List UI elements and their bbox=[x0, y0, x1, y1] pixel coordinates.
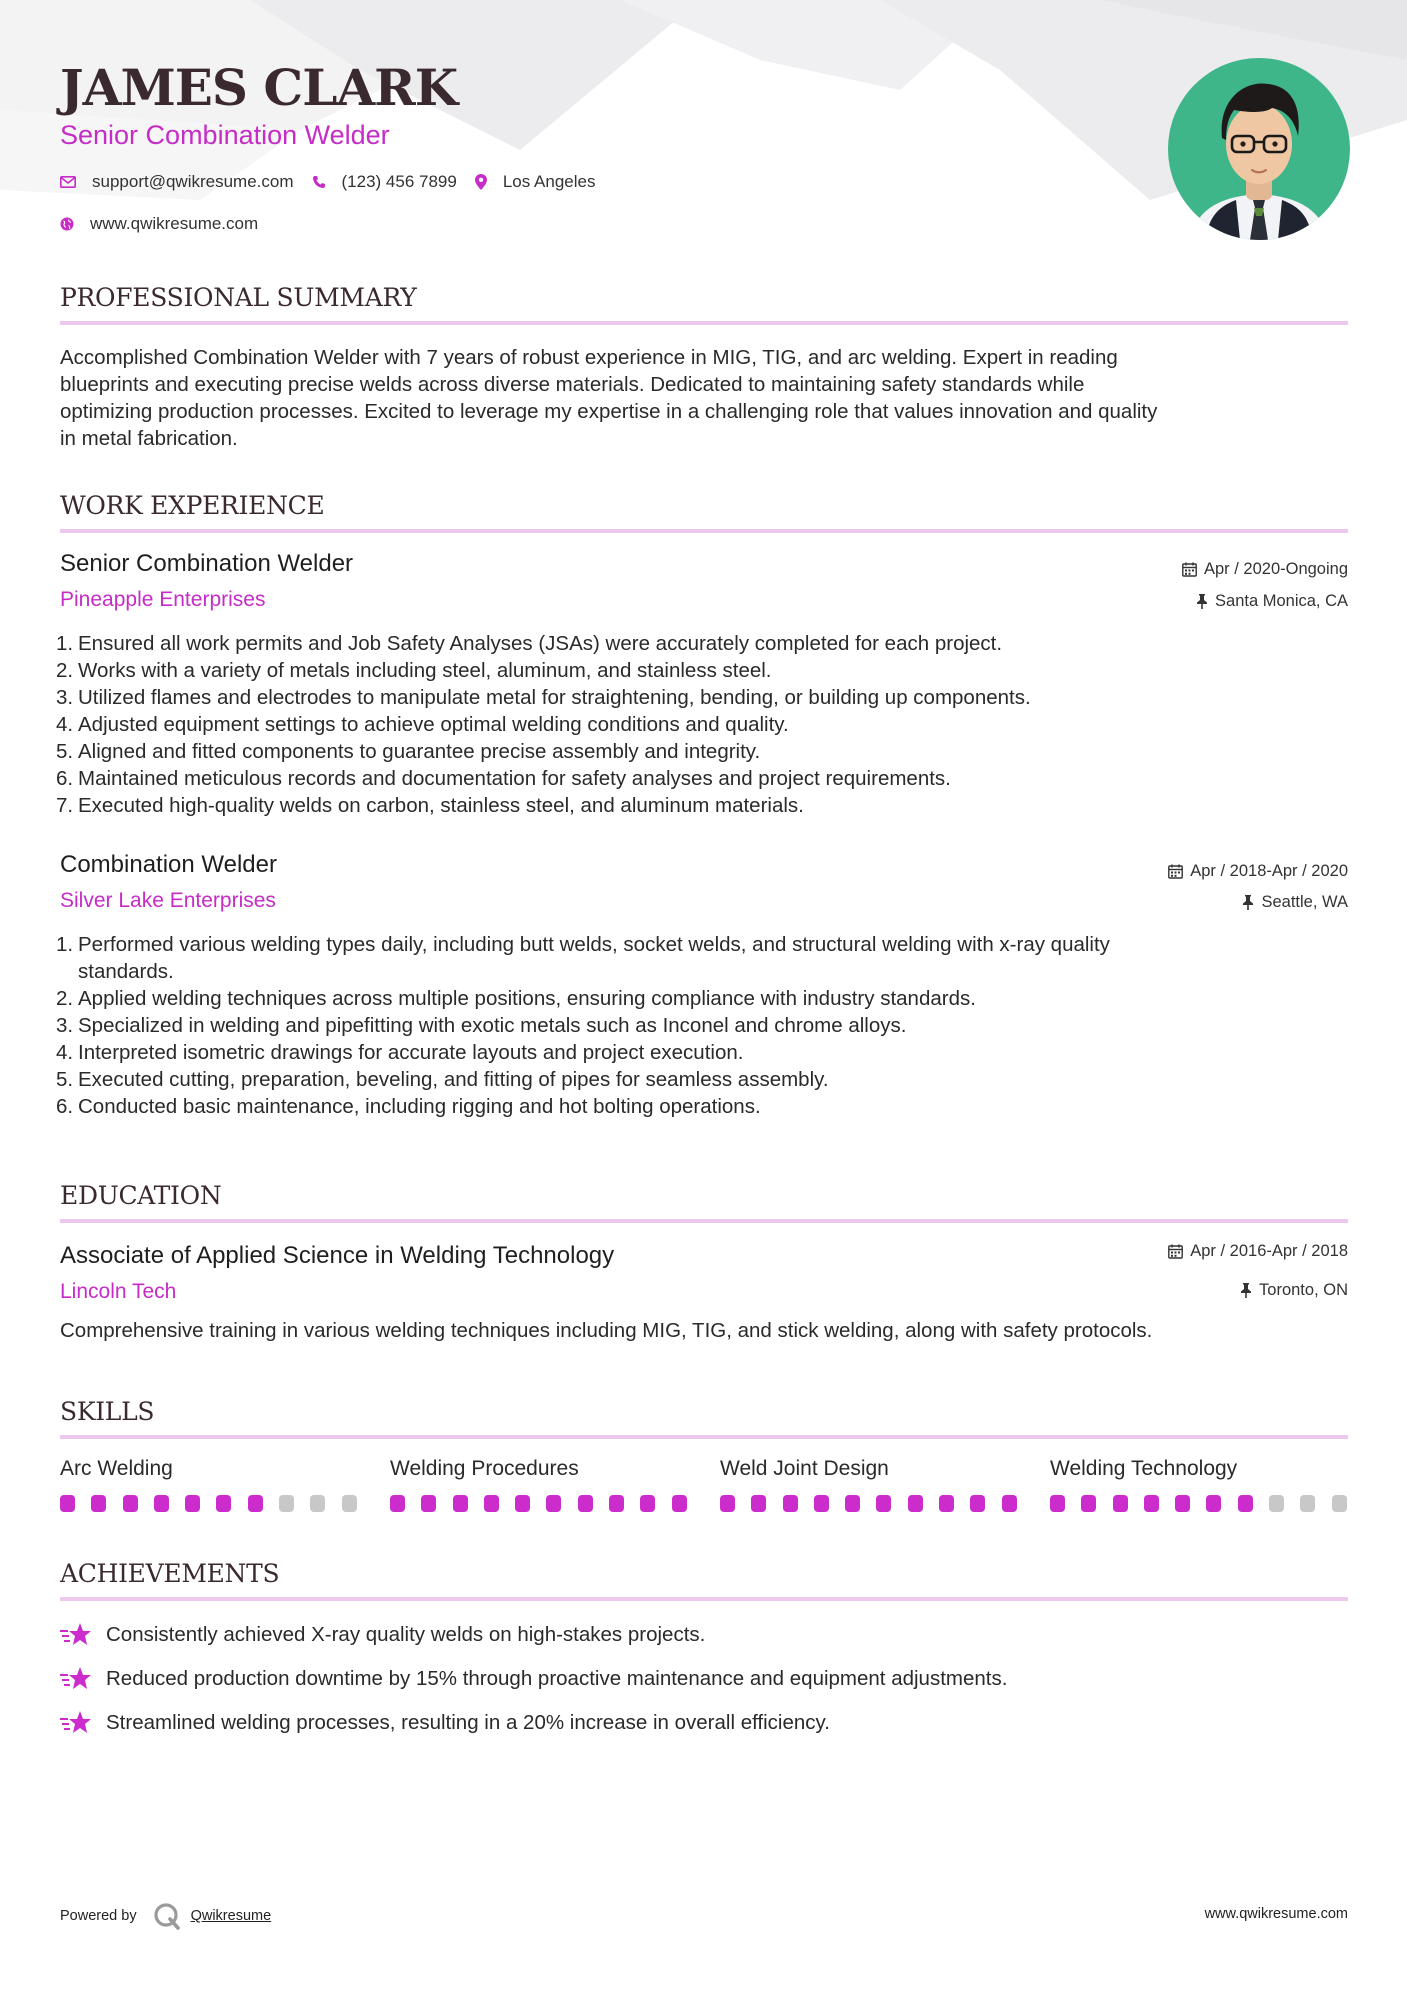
rating-dot-filled bbox=[515, 1495, 530, 1512]
contact-email[interactable] bbox=[60, 172, 294, 192]
summary-line: in metal fabrication. bbox=[60, 427, 238, 450]
summary-line: Accomplished Combination Welder with 7 years of robust experience in MIG, TIG, and arc welding. Expert in reading bbox=[60, 346, 1118, 369]
profile-portrait-illustration bbox=[1168, 58, 1350, 240]
candidate-title: Senior Combination Welder bbox=[60, 120, 390, 150]
section-divider bbox=[60, 1435, 1348, 1439]
job-bullets bbox=[56, 931, 1348, 1120]
summary-line: optimizing production processes. Excited to leverage my expertise in a challenging role that values innovation and quality bbox=[60, 400, 1158, 423]
rating-dot-empty bbox=[310, 1495, 325, 1512]
skill-name: Weld Joint Design bbox=[720, 1457, 889, 1480]
rating-dot-filled bbox=[390, 1495, 405, 1512]
achievement-item bbox=[60, 1710, 830, 1736]
rating-dot-filled bbox=[1050, 1495, 1065, 1512]
powered-by-label: Powered by bbox=[60, 1908, 137, 1924]
qwikresume-link[interactable]: Qwikresume bbox=[190, 1908, 272, 1924]
job-location bbox=[1196, 592, 1348, 611]
location-text: Los Angeles bbox=[502, 172, 596, 191]
calendar-icon bbox=[1168, 1244, 1183, 1259]
footer-powered-by bbox=[60, 1902, 271, 1930]
rating-dot-filled bbox=[421, 1495, 436, 1512]
rating-dot-filled bbox=[185, 1495, 200, 1512]
job-dates-text: Apr / 2020-Ongoing bbox=[1203, 560, 1348, 578]
skill-name: Welding Procedures bbox=[390, 1457, 579, 1480]
contact-phone[interactable] bbox=[312, 172, 457, 192]
job-location-text: Santa Monica, CA bbox=[1215, 592, 1348, 610]
rating-dot-filled bbox=[546, 1495, 561, 1512]
rating-dot-filled bbox=[453, 1495, 468, 1512]
rating-dot-filled bbox=[783, 1495, 798, 1512]
list-item: 1. Performed various welding types daily, including butt welds, socket welds, and structural welding with x-ray quality bbox=[56, 933, 1110, 956]
skill-rating bbox=[1050, 1495, 1363, 1512]
rating-dot-filled bbox=[578, 1495, 593, 1512]
rating-dot-filled bbox=[908, 1495, 923, 1512]
skill-name: Welding Technology bbox=[1050, 1457, 1238, 1480]
education-location bbox=[1240, 1281, 1348, 1300]
rating-dot-empty bbox=[1300, 1495, 1315, 1512]
skill-name: Arc Welding bbox=[60, 1457, 173, 1480]
rating-dot-empty bbox=[342, 1495, 357, 1512]
rating-dot-filled bbox=[91, 1495, 106, 1512]
rating-dot-empty bbox=[1269, 1495, 1284, 1512]
star-icon bbox=[60, 1710, 92, 1736]
candidate-name: JAMES CLARK bbox=[60, 58, 458, 117]
pushpin-icon bbox=[1242, 895, 1254, 910]
list-item: 6. Maintained meticulous records and documentation for safety analyses and project requirements. bbox=[56, 767, 951, 790]
rating-dot-filled bbox=[60, 1495, 75, 1512]
rating-dot-filled bbox=[939, 1495, 954, 1512]
job-title: Senior Combination Welder bbox=[60, 550, 354, 577]
achievement-item bbox=[60, 1622, 705, 1648]
achievement-text: Streamlined welding processes, resulting in a 20% increase in overall efficiency. bbox=[106, 1711, 830, 1734]
skill-item bbox=[720, 1457, 1020, 1481]
website-text: www.qwikresume.com bbox=[90, 214, 259, 233]
list-item: 3. Utilized flames and electrodes to manipulate metal for straightening, bending, or building up components. bbox=[56, 686, 1031, 709]
job-location-text: Seattle, WA bbox=[1261, 893, 1348, 911]
contact-row-web bbox=[60, 214, 276, 234]
pushpin-icon bbox=[1240, 1283, 1252, 1298]
rating-dot-empty bbox=[279, 1495, 294, 1512]
email-text: support@qwikresume.com bbox=[92, 172, 294, 191]
education-description: Comprehensive training in various welding techniques including MIG, TIG, and stick welding, along with safety protocols. bbox=[60, 1319, 1153, 1342]
skill-item bbox=[1050, 1457, 1350, 1481]
rating-dot-filled bbox=[1238, 1495, 1253, 1512]
profile-photo bbox=[1168, 58, 1350, 240]
rating-dot-filled bbox=[640, 1495, 655, 1512]
rating-dot-filled bbox=[609, 1495, 624, 1512]
list-item: 4. Adjusted equipment settings to achieve optimal welding conditions and quality. bbox=[56, 713, 789, 736]
list-item: 7. Executed high-quality welds on carbon, stainless steel, and aluminum materials. bbox=[56, 794, 804, 817]
job-bullets bbox=[56, 630, 1348, 819]
list-item: standards. bbox=[78, 960, 174, 983]
job-dates bbox=[1168, 862, 1348, 881]
section-divider bbox=[60, 321, 1348, 325]
resume-page bbox=[56, 0, 1348, 1990]
school-name: Lincoln Tech bbox=[60, 1280, 177, 1303]
job-company: Pineapple Enterprises bbox=[60, 588, 266, 611]
phone-text: (123) 456 7899 bbox=[341, 172, 457, 191]
calendar-icon bbox=[1182, 562, 1197, 577]
list-item: 2. Works with a variety of metals including steel, aluminum, and stainless steel. bbox=[56, 659, 772, 682]
map-pin-icon bbox=[475, 174, 487, 190]
achievement-text: Consistently achieved X-ray quality welds on high-stakes projects. bbox=[106, 1623, 706, 1646]
rating-dot-filled bbox=[1002, 1495, 1017, 1512]
job-location bbox=[1242, 893, 1348, 912]
contact-location bbox=[475, 172, 596, 192]
rating-dot-filled bbox=[720, 1495, 735, 1512]
list-item: 5. Aligned and fitted components to guarantee precise assembly and integrity. bbox=[56, 740, 761, 763]
section-divider bbox=[60, 1597, 1348, 1601]
job-dates-text: Apr / 2018-Apr / 2020 bbox=[1190, 862, 1348, 880]
education-dates-text: Apr / 2016-Apr / 2018 bbox=[1190, 1242, 1348, 1260]
calendar-icon bbox=[1168, 864, 1183, 879]
pushpin-icon bbox=[1196, 594, 1208, 609]
skill-rating bbox=[720, 1495, 1033, 1512]
rating-dot-filled bbox=[216, 1495, 231, 1512]
summary-line: blueprints and executing precise welds across diverse materials. Dedicated to maintaining safety standards while bbox=[60, 373, 1085, 396]
rating-dot-filled bbox=[1113, 1495, 1128, 1512]
education-heading: EDUCATION bbox=[60, 1181, 222, 1210]
rating-dot-filled bbox=[248, 1495, 263, 1512]
summary-text bbox=[60, 344, 1348, 452]
list-item: 4. Interpreted isometric drawings for accurate layouts and project execution. bbox=[56, 1041, 744, 1064]
rating-dot-filled bbox=[751, 1495, 766, 1512]
job-title: Combination Welder bbox=[60, 851, 277, 878]
skill-item bbox=[390, 1457, 690, 1481]
skill-rating bbox=[390, 1495, 703, 1512]
phone-icon bbox=[312, 175, 326, 189]
achievement-text: Reduced production downtime by 15% through proactive maintenance and equipment adjustments. bbox=[106, 1667, 1008, 1690]
rating-dot-filled bbox=[1175, 1495, 1190, 1512]
contact-row bbox=[60, 172, 613, 192]
education-dates bbox=[1168, 1242, 1348, 1261]
star-icon bbox=[60, 1666, 92, 1692]
list-item: 1. Ensured all work permits and Job Safety Analyses (JSAs) were accurately completed for each project. bbox=[56, 632, 1003, 655]
skill-item bbox=[60, 1457, 360, 1481]
job-dates bbox=[1182, 560, 1348, 579]
rating-dot-filled bbox=[154, 1495, 169, 1512]
skills-heading: SKILLS bbox=[60, 1397, 155, 1426]
achievement-item bbox=[60, 1666, 1007, 1692]
rating-dot-filled bbox=[845, 1495, 860, 1512]
list-item: 6. Conducted basic maintenance, including rigging and hot bolting operations. bbox=[56, 1095, 761, 1118]
rating-dot-empty bbox=[1332, 1495, 1347, 1512]
degree-title: Associate of Applied Science in Welding Technology bbox=[60, 1242, 615, 1269]
list-item: 5. Executed cutting, preparation, beveling, and fitting of pipes for seamless assembly. bbox=[56, 1068, 829, 1091]
rating-dot-filled bbox=[484, 1495, 499, 1512]
rating-dot-filled bbox=[1206, 1495, 1221, 1512]
rating-dot-filled bbox=[970, 1495, 985, 1512]
achievements-heading: ACHIEVEMENTS bbox=[60, 1559, 280, 1588]
star-icon bbox=[60, 1622, 92, 1648]
envelope-icon bbox=[60, 176, 76, 188]
rating-dot-filled bbox=[876, 1495, 891, 1512]
footer-website[interactable]: www.qwikresume.com bbox=[1204, 1906, 1348, 1922]
contact-website[interactable] bbox=[60, 214, 258, 234]
section-divider bbox=[60, 1219, 1348, 1223]
qwikresume-logo-icon bbox=[153, 1902, 181, 1930]
experience-heading: WORK EXPERIENCE bbox=[60, 491, 325, 520]
rating-dot-filled bbox=[1081, 1495, 1096, 1512]
education-location-text: Toronto, ON bbox=[1259, 1281, 1348, 1299]
rating-dot-filled bbox=[814, 1495, 829, 1512]
rating-dot-filled bbox=[672, 1495, 687, 1512]
job-company: Silver Lake Enterprises bbox=[60, 889, 276, 912]
rating-dot-filled bbox=[1144, 1495, 1159, 1512]
list-item: 3. Specialized in welding and pipefitting with exotic metals such as Inconel and chrome alloys. bbox=[56, 1014, 907, 1037]
skill-rating bbox=[60, 1495, 373, 1512]
globe-icon bbox=[60, 217, 74, 231]
summary-heading: PROFESSIONAL SUMMARY bbox=[60, 283, 417, 312]
rating-dot-filled bbox=[123, 1495, 138, 1512]
list-item: 2. Applied welding techniques across multiple positions, ensuring compliance with industry standards. bbox=[56, 987, 976, 1010]
section-divider bbox=[60, 529, 1348, 533]
